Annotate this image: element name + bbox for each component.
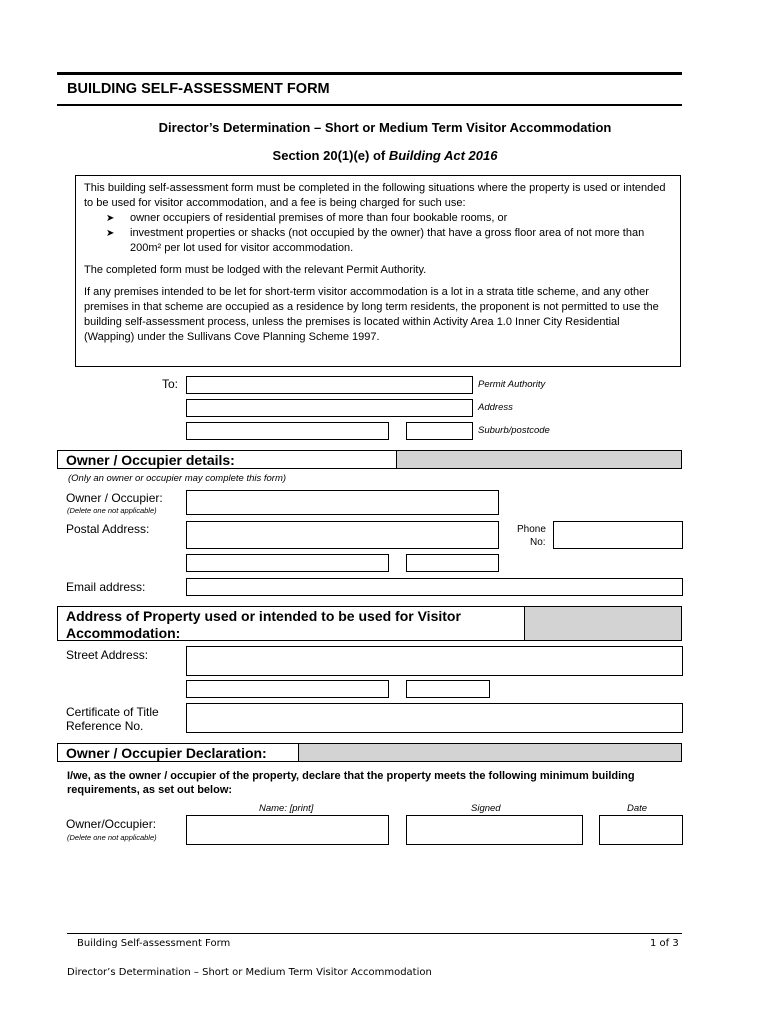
email-field[interactable] [186,578,683,596]
phone-field[interactable] [553,521,683,549]
address-field[interactable] [186,399,473,417]
section-ref-prefix: Section 20(1)(e) of [272,148,389,163]
permit-authority-caption: Permit Authority [478,379,546,390]
address-caption: Address [478,402,513,413]
info-bullets [84,211,672,256]
email-label: Email address: [66,580,146,594]
phone-label-line2: No: [530,537,546,548]
header-shade [396,451,681,468]
property-postcode-field[interactable] [406,680,490,698]
footer-left: Building Self-assessment Form [77,938,231,949]
decl-owner-note: (Delete one not applicable) [67,833,157,842]
owner-details-title: Owner / Occupier details: [66,452,235,468]
arrow-bullet-icon: ➤ [106,213,115,224]
postcode-field[interactable] [406,422,473,440]
title-rule [57,104,682,106]
suburb-field[interactable] [186,422,389,440]
owner-occupier-note: (Delete one not applicable) [67,506,157,515]
decl-date-field[interactable] [599,815,683,845]
info-lodged: The completed form must be lodged with the relevant Permit Authority. [84,264,427,276]
permit-authority-field[interactable] [186,376,473,394]
suburb-postcode-caption: Suburb/postcode [478,425,550,436]
footer-rule [67,933,682,934]
postal-postcode-field[interactable] [406,554,499,572]
to-label: To: [162,377,179,391]
declaration-header [57,743,682,762]
decl-name-field[interactable] [186,815,389,845]
decl-owner-label: Owner/Occupier: [66,817,157,831]
property-title-line2: Accommodation: [66,625,181,641]
street-address-field[interactable] [186,646,683,676]
phone-label-line1: Phone [517,524,546,535]
declaration-text: I/we, as the owner / occupier of the property, declare that the property meets the following minimum building requirements, as set out below: [67,770,635,796]
info-bullet: ➤ investment properties or shacks (not occupied by the owner) that have a gross floor area of not more than 200m² per lot used for visitor accommodation. [106,227,645,254]
form-subtitle: Director’s Determination – Short or Medium Term Visitor Accommodation [158,120,612,135]
info-intro: This building self-assessment form must be completed in the following situations where the property is used or intended to be used for visitor accommodation, and a fee is being charged for such use: [84,182,666,209]
header-shade [524,607,681,640]
form-title: BUILDING SELF-ASSESSMENT FORM [67,81,330,97]
property-address-header [57,606,682,641]
footer-page-number: 1 of 3 [650,938,679,949]
cert-title-label-1: Certificate of Title [66,705,159,719]
postal-address-label: Postal Address: [66,522,150,536]
arrow-bullet-icon: ➤ [106,228,115,239]
owner-occupier-label: Owner / Occupier: [66,491,163,505]
postal-address-field[interactable] [186,521,499,549]
street-address-label: Street Address: [66,648,149,662]
footer-bottom: Director’s Determination – Short or Medium Term Visitor Accommodation [67,967,432,978]
declaration-title: Owner / Occupier Declaration: [66,745,267,761]
section-reference [0,148,770,163]
property-title-line1: Address of Property used or intended to be used for Visitor [66,608,461,624]
property-suburb-field[interactable] [186,680,389,698]
cert-title-field[interactable] [186,703,683,733]
owner-details-header [57,450,682,469]
col-date-header: Date [627,803,648,814]
owner-note: (Only an owner or occupier may complete this form) [68,473,287,484]
info-box [75,175,681,367]
section-ref-act: Building Act 2016 [388,148,498,163]
header-shade [298,744,681,761]
top-rule [57,72,682,75]
postal-suburb-field[interactable] [186,554,389,572]
info-bullet: ➤ owner occupiers of residential premises of more than four bookable rooms, or [106,212,508,224]
decl-signed-field[interactable] [406,815,583,845]
owner-name-field[interactable] [186,490,499,515]
cert-title-label-2: Reference No. [66,719,144,733]
col-name-header: Name: [print] [259,803,314,814]
info-strata: If any premises intended to be let for short-term visitor accommodation is a lot in a strata title scheme, and any other premises in that scheme are occupied as a residence by long term residents, the proponent is not permitted to use the building self-assessment process, unless the premises is located within Activity Area 1.0 Inner City Residential (Wapping) under the Sullivans Cove Planning Scheme 1997. [84,286,659,343]
col-signed-header: Signed [471,803,501,814]
